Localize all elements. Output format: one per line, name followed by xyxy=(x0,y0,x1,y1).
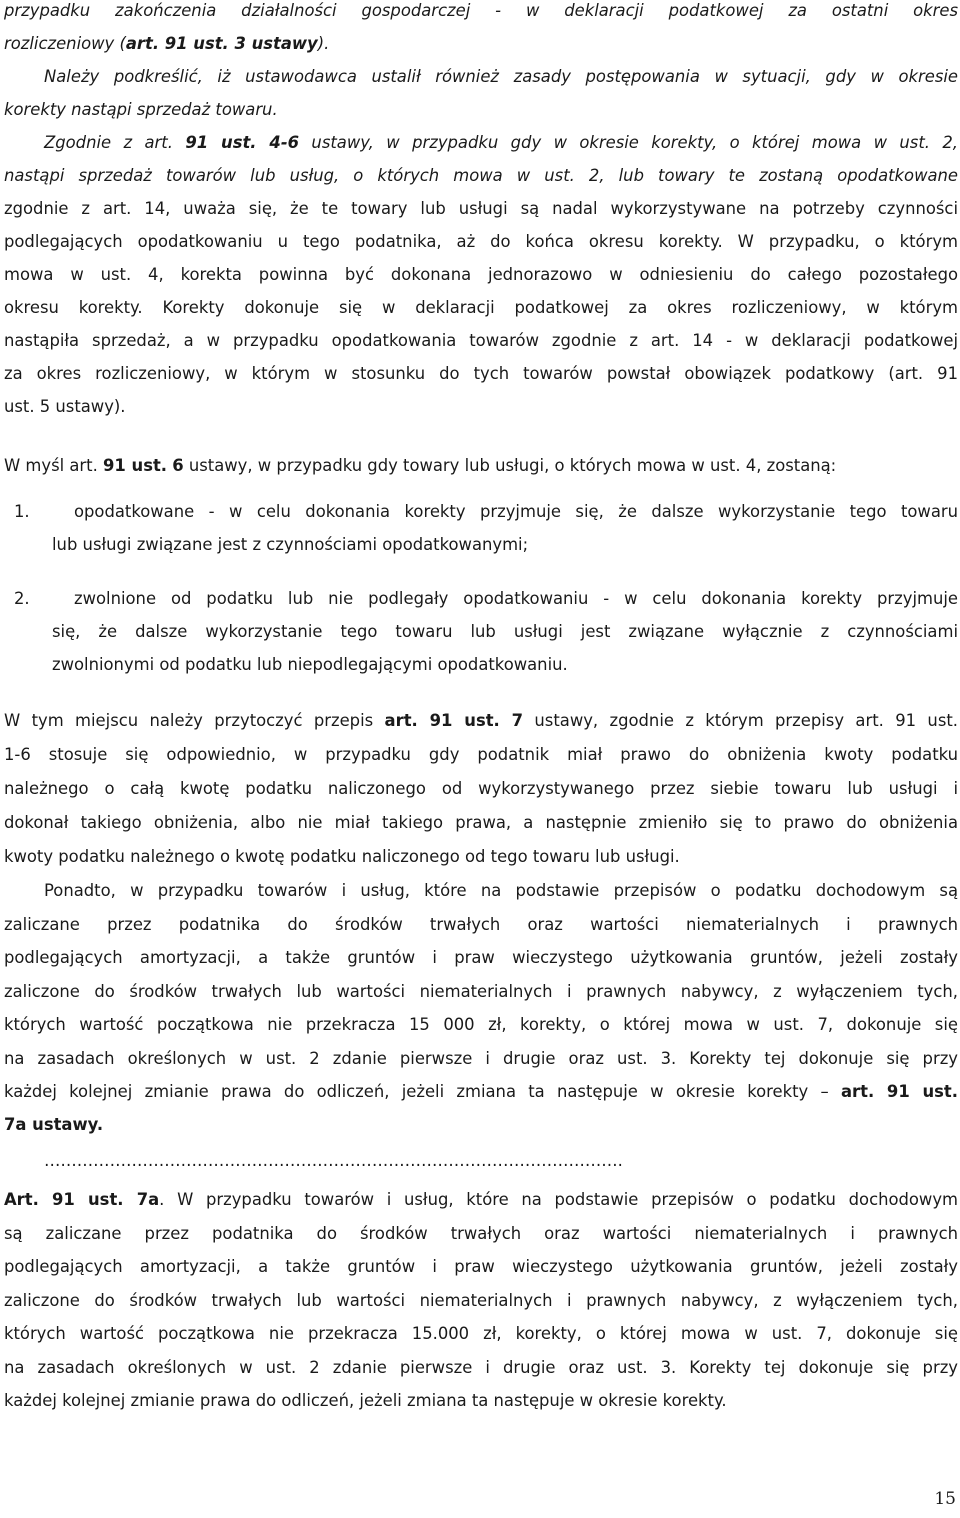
list-number: 2. xyxy=(14,589,30,608)
text-line: na zasadach określonych w ust. 2 zdanie pierwsze i drugie oraz ust. 3. Korekty tej dokonuje się przy xyxy=(4,1358,958,1377)
text-line: dokonał takiego obniżenia, albo nie miał takiego prawa, a następnie zmieniło się to prawo do obniżenia xyxy=(4,813,958,832)
text-line: przypadku zakończenia działalności gospodarczej - w deklaracji podatkowej za ostatni okres xyxy=(4,1,958,20)
text-line: zgodnie z art. 14, uważa się, że te towary lub usługi są nadal wykorzystywane na potrzeby czynności xyxy=(4,199,958,218)
list-number: 1. xyxy=(14,502,30,521)
text-line: podlegających opodatkowaniu u tego podatnika, aż do końca okresu korekty. W przypadku, o którym xyxy=(4,232,958,251)
text-line: kwoty podatku należnego o kwotę podatku naliczonego od tego towaru lub usługi. xyxy=(4,847,680,866)
text-line: zaliczane przez podatnika do środków trwałych oraz wartości niematerialnych i prawnych xyxy=(4,915,958,934)
text-line: 1-6 stosuje się odpowiednio, w przypadku gdy podatnik miał prawo do obniżenia kwoty podatku xyxy=(4,745,958,764)
text-line: okresu korekty. Korekty dokonuje się w deklaracji podatkowej za okres rozliczeniowy, w którym xyxy=(4,298,958,317)
text-line: nastąpi sprzedaż towarów lub usług, o których mowa w ust. 2, lub towary te zostaną opodatkowane xyxy=(4,166,958,185)
text-line: ust. 5 ustawy). xyxy=(4,397,126,416)
text-line: podlegających amortyzacji, a także gruntów i praw wieczystego użytkowania gruntów, jeżeli zostały xyxy=(4,948,958,967)
text-line: których wartość początkowa nie przekracza 15.000 zł, korekty, o której mowa w ust. 7, dokonuje się xyxy=(4,1324,958,1343)
list-item-text: zwolnione od podatku lub nie podlegały opodatkowaniu - w celu dokonania korekty przyjmuje xyxy=(74,589,958,608)
list-item-text: lub usługi związane jest z czynnościami opodatkowanymi; xyxy=(52,535,529,554)
list-item-text: zwolnionymi od podatku lub niepodlegającymi opodatkowaniu. xyxy=(52,655,568,674)
text-line: których wartość początkowa nie przekracza 15 000 zł, korekty, o której mowa w ust. 7, dokonuje się xyxy=(4,1015,958,1034)
text-line: W myśl art. 91 ust. 6 ustawy, w przypadku gdy towary lub usługi, o których mowa w ust. 4, zostaną: xyxy=(4,456,837,475)
text-line: na zasadach określonych w ust. 2 zdanie pierwsze i drugie oraz ust. 3. Korekty tej dokonuje się przy xyxy=(4,1049,958,1068)
text-line: każdej kolejnej zmianie prawa do odliczeń, jeżeli zmiana ta następuje w okresie korekty – art. 91 ust. xyxy=(4,1082,958,1101)
text-line: za okres rozliczeniowy, w którym w stosunku do tych towarów powstał obowiązek podatkowy (art. 91 xyxy=(4,364,958,383)
text-line: należnego o całą kwotę podatku naliczonego od wykorzystywanego przez siebie towaru lub usługi i xyxy=(4,779,958,798)
text-line: W tym miejscu należy przytoczyć przepis art. 91 ust. 7 ustawy, zgodnie z którym przepisy art. 91 ust. xyxy=(4,711,958,730)
text-line: każdej kolejnej zmianie prawa do odliczeń, jeżeli zmiana ta następuje w okresie korekty. xyxy=(4,1391,727,1410)
text-line: mowa w ust. 4, korekta powinna być dokonana jednorazowo w odniesieniu do całego pozostałego xyxy=(4,265,958,284)
text-line: Zgodnie z art. 91 ust. 4-6 ustawy, w przypadku gdy w okresie korekty, o której mowa w ust. 2, xyxy=(44,133,958,152)
text-line: nastąpiła sprzedaż, a w przypadku opodatkowania towarów zgodnie z art. 14 - w deklaracji podatkowej xyxy=(4,331,958,350)
text-line: Ponadto, w przypadku towarów i usług, które na podstawie przepisów o podatku dochodowym są xyxy=(44,881,958,900)
text-line: są zaliczane przez podatnika do środków trwałych oraz wartości niematerialnych i prawnych xyxy=(4,1224,958,1243)
list-item-text: opodatkowane - w celu dokonania korekty przyjmuje się, że dalsze wykorzystanie tego towaru xyxy=(74,502,958,521)
text-line: zaliczone do środków trwałych lub wartości niematerialnych i prawnych nabywcy, z wyłączeniem tych, xyxy=(4,1291,958,1310)
text-line: korekty nastąpi sprzedaż towaru. xyxy=(4,100,278,119)
list-item-text: się, że dalsze wykorzystanie tego towaru lub usługi jest związane wyłącznie z czynnościami xyxy=(52,622,958,641)
ellipsis-separator: ……………………………………………………………………………………………. xyxy=(44,1151,623,1170)
page-number: 15 xyxy=(934,1489,956,1509)
text-line: podlegających amortyzacji, a także gruntów i praw wieczystego użytkowania gruntów, jeżeli zostały xyxy=(4,1257,958,1276)
text-line: Należy podkreślić, iż ustawodawca ustalił również zasady postępowania w sytuacji, gdy w okresie xyxy=(44,67,958,86)
text-line: Art. 91 ust. 7a. W przypadku towarów i usług, które na podstawie przepisów o podatku dochodowym xyxy=(4,1190,958,1209)
text-line: zaliczone do środków trwałych lub wartości niematerialnych i prawnych nabywcy, z wyłączeniem tych, xyxy=(4,982,958,1001)
text-line: 7a ustawy. xyxy=(4,1115,104,1134)
text-line: rozliczeniowy (art. 91 ust. 3 ustawy). xyxy=(4,34,330,53)
